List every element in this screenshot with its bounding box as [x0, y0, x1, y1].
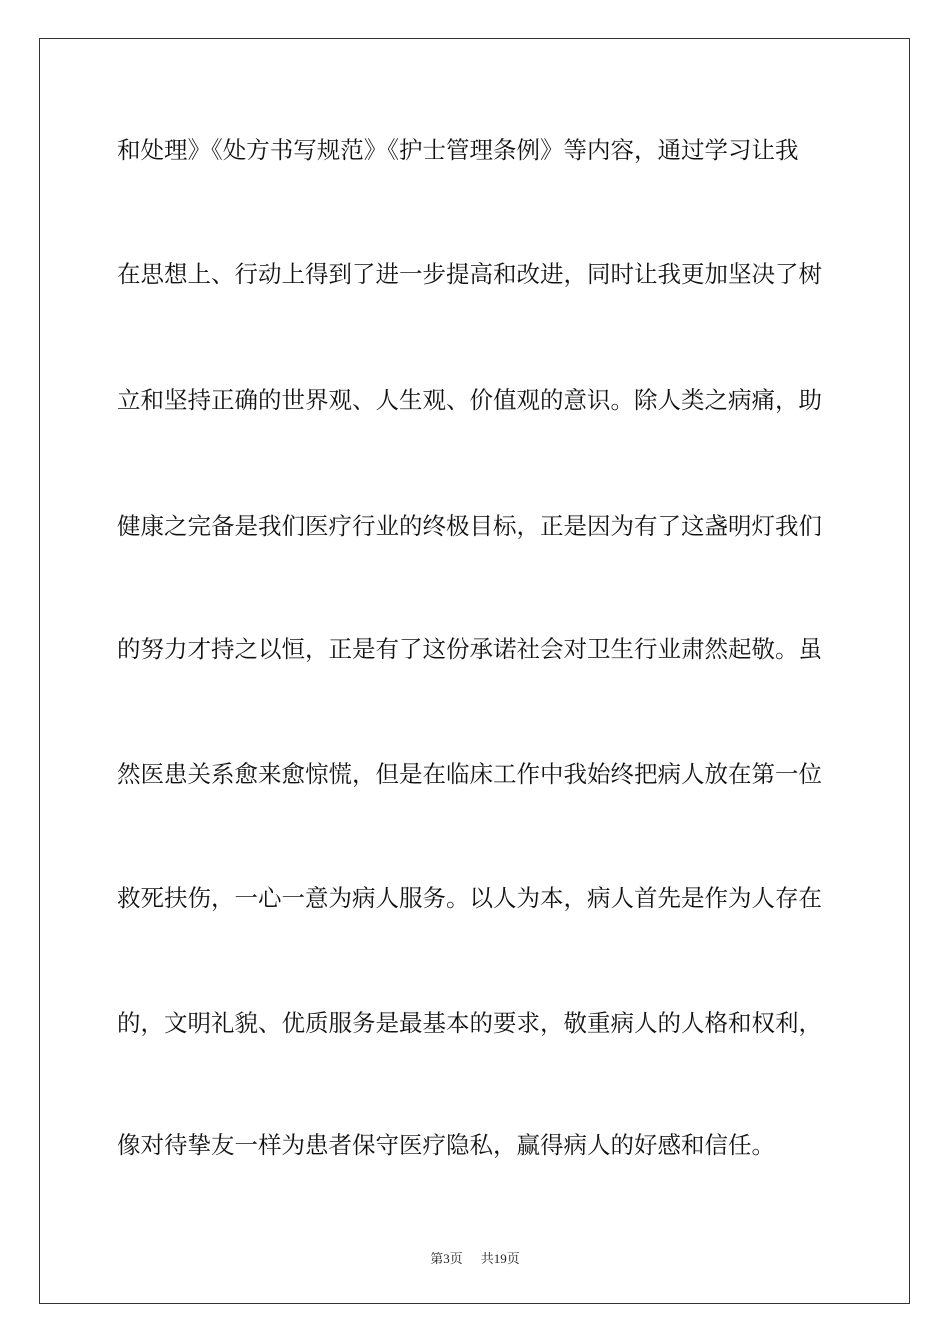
body-text-line-2: 在思想上、行动上得到了进一步提高和改进，同时让我更加坚决了树 [117, 260, 822, 288]
body-text-line-7: 救死扶伤，一心一意为病人服务。以人为本，病人首先是作为人存在 [117, 884, 822, 912]
body-text-line-1: 和处理》《处方书写规范》《护士管理条例》等内容，通过学习让我 [117, 136, 799, 164]
body-text-line-8: 的，文明礼貌、优质服务是最基本的要求，敬重病人的人格和权利， [117, 1009, 822, 1037]
body-text-line-3: 立和坚持正确的世界观、人生观、价值观的意识。除人类之病痛，助 [117, 386, 822, 414]
page-footer [0, 1248, 950, 1267]
body-text-line-6: 然医患关系愈来愈惊慌，但是在临床工作中我始终把病人放在第一位 [117, 760, 822, 788]
page-number: 第3页 [430, 1251, 463, 1266]
page-border [39, 38, 910, 1304]
body-text-line-4: 健康之完备是我们医疗行业的终极目标，正是因为有了这盏明灯我们 [117, 512, 822, 540]
total-pages: 共19页 [480, 1251, 520, 1266]
body-text-line-9: 像对待挚友一样为患者保守医疗隐私，赢得病人的好感和信任。 [117, 1131, 775, 1159]
body-text-line-5: 的努力才持之以恒，正是有了这份承诺社会对卫生行业肃然起敬。虽 [117, 635, 822, 663]
